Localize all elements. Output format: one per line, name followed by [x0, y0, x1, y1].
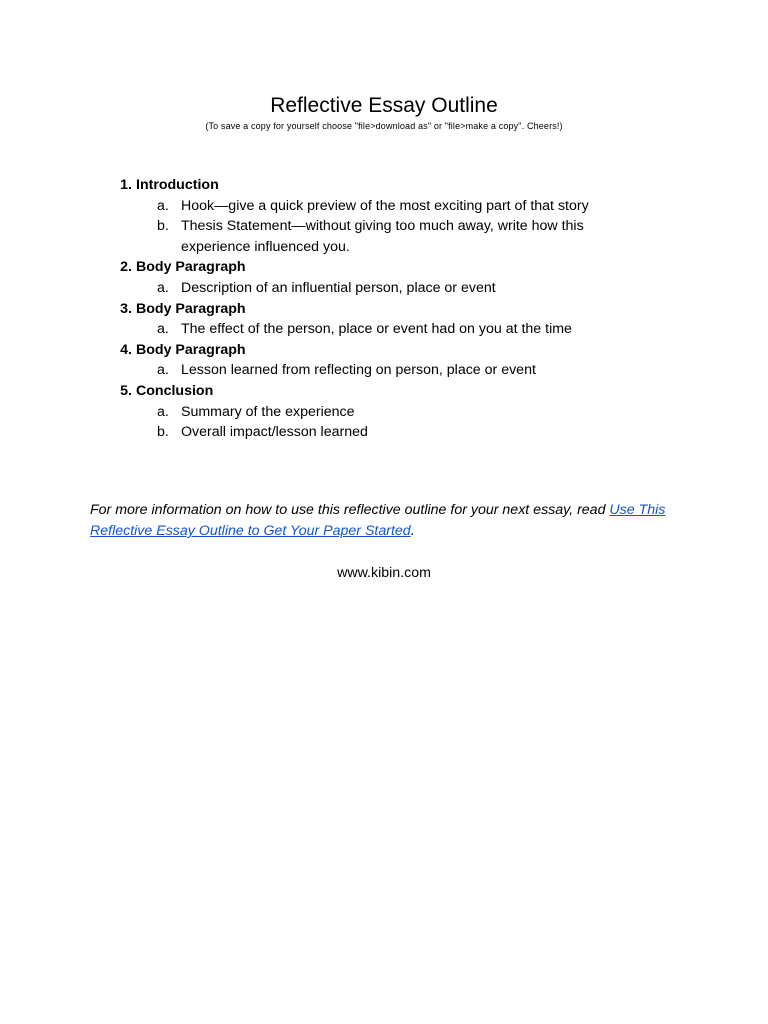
outline-heading: Conclusion — [136, 382, 214, 399]
sub-item-text: Lesson learned from reflecting on person, place or event — [181, 362, 536, 379]
more-info-paragraph — [90, 500, 690, 542]
sub-item-text: Hook—give a quick preview of the most exciting part of that story — [181, 197, 589, 214]
outline-number: 3. — [120, 300, 132, 317]
sub-item-letter: a. — [157, 197, 169, 214]
outline-number: 2. — [120, 259, 132, 276]
more-info-text: For more information on how to use this reflective outline for your next essay, read — [90, 502, 610, 518]
outline-item-body-paragraph-1 — [110, 257, 670, 298]
outline-heading: Introduction — [136, 177, 219, 193]
outline-number: 4. — [120, 341, 132, 358]
outline-sub-list — [136, 196, 670, 258]
outline-item-conclusion — [110, 381, 670, 443]
sub-item-text: Summary of the experience — [181, 403, 355, 420]
outline-sub-item — [136, 422, 611, 443]
sub-item-letter: a. — [157, 403, 169, 420]
sub-item-text: The effect of the person, place or event had on you at the time — [181, 321, 572, 338]
outline-item-body-paragraph-2 — [110, 299, 670, 340]
outline-sub-item — [136, 319, 611, 340]
sub-item-text: Thesis Statement—without giving too much away, write how this experience influenced you. — [181, 218, 584, 255]
outline-heading: Body Paragraph — [136, 300, 246, 317]
sub-item-letter: b. — [157, 218, 169, 235]
outline-sub-item — [136, 216, 611, 257]
outline-sub-item — [136, 402, 611, 423]
outline-number: 5. — [120, 382, 132, 399]
document-title: Reflective Essay Outline — [270, 94, 498, 117]
outline-heading: Body Paragraph — [136, 259, 246, 276]
sub-item-letter: b. — [157, 424, 169, 441]
website-url: www.kibin.com — [337, 565, 431, 581]
outline-sub-list — [136, 402, 670, 443]
sub-item-letter: a. — [157, 321, 169, 338]
outline-sub-item — [136, 360, 611, 381]
document-subtitle: (To save a copy for yourself choose "file>download as" or "file>make a copy". Cheers!) — [205, 121, 563, 131]
outline-item-body-paragraph-3 — [110, 340, 670, 381]
reflective-outline-article-link[interactable]: Use This Reflective Essay Outline to Get Your Paper Started — [90, 502, 666, 539]
outline-sub-list — [136, 360, 670, 381]
outline-sub-item — [136, 278, 611, 299]
sub-item-letter: a. — [157, 362, 169, 379]
sub-item-letter: a. — [157, 279, 169, 296]
outline-sub-list — [136, 278, 670, 299]
outline-sub-item — [136, 196, 611, 217]
outline-sub-list — [136, 319, 670, 340]
outline-item-introduction — [110, 175, 670, 257]
more-info-end: . — [410, 523, 415, 539]
outline-number: 1. — [120, 177, 132, 193]
sub-item-text: Description of an influential person, place or event — [181, 279, 496, 296]
sub-item-text: Overall impact/lesson learned — [181, 424, 368, 441]
outline-heading: Body Paragraph — [136, 341, 246, 358]
essay-outline-list — [110, 175, 670, 443]
